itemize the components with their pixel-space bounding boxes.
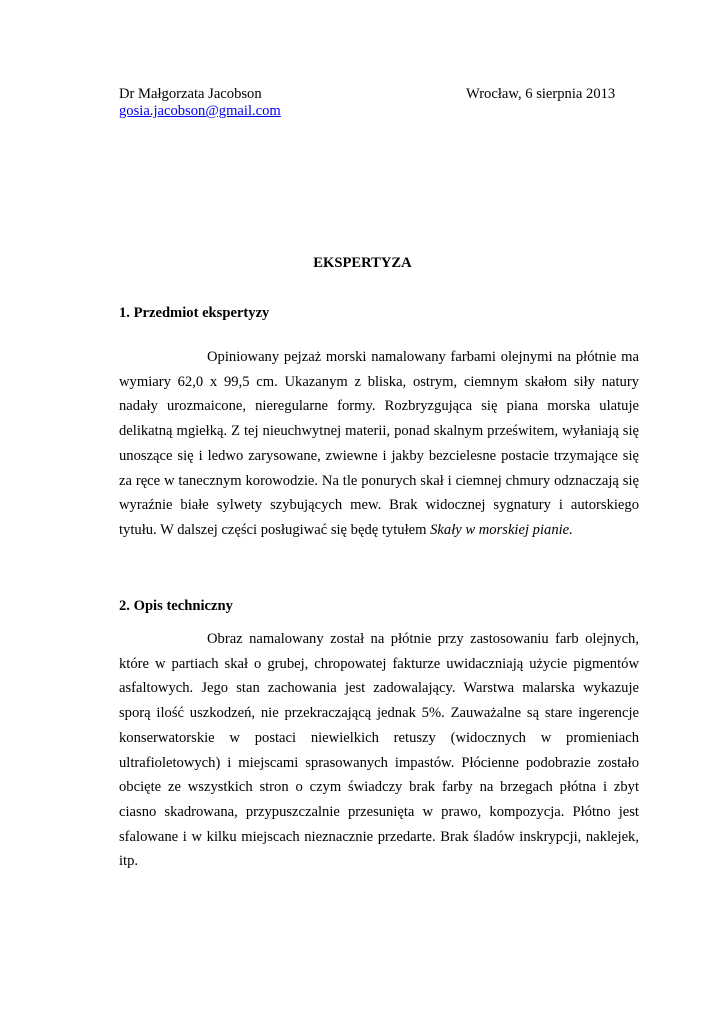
paragraph-line: Obraz namalowany został na płótnie przy zastosowaniu farb olejnych, [207, 631, 639, 647]
paragraph-line: sfalowane i w kilku miejscach nieznacznie przedarte. Brak śladów inskrypcji, naklejek, [119, 828, 639, 845]
document-title: EKSPERTYZA [313, 255, 412, 271]
paragraph-line: itp. [119, 853, 139, 870]
paragraph-line: ultrafioletowych) i miejscami sprasowanych impastów. Płócienne podobrazie zostało [119, 754, 639, 771]
author-block [119, 86, 281, 120]
paragraph-line: tytułu. W dalszej części posługiwać się będę tytułem Skały w morskiej pianie. [119, 521, 573, 538]
author-name: Dr Małgorzata Jacobson [119, 86, 262, 102]
paragraph-line: obcięte ze wszystkich stron o czym świadczy brak farby na brzegach płótna i zbyt [119, 779, 639, 796]
paragraph-line: konserwatorskie w postaci niewielkich retuszy (widocznych w promieniach [119, 729, 639, 746]
section2-paragraph [119, 627, 639, 874]
paragraph-line: wyraźnie białe sylwety szybujących mew. Brak widocznej sygnatury i autorskiego [119, 497, 639, 514]
paragraph-line: sporą ilość uszkodzeń, nie przekraczającą jednak 5%. Zauważalne są stare ingerencje [119, 705, 639, 722]
place-date: Wrocław, 6 sierpnia 2013 [466, 86, 616, 102]
paragraph-line: Opiniowany pejzaż morski namalowany farbami olejnymi na płótnie ma [207, 349, 639, 365]
email-link[interactable]: gosia.jacobson@gmail.com [119, 103, 281, 119]
section1-paragraph [119, 345, 639, 543]
paragraph-line: unoszące się i ledwo zarysowane, zwiewne i jakby bezcielesne postacie trzymające się [119, 447, 639, 464]
paragraph-line: wymiary 62,0 x 99,5 cm. Ukazanym z bliska, ostrym, ciemnym skałom siły natury [119, 373, 639, 390]
paragraph-line: asfaltowych. Jego stan zachowania jest zadowalający. Warstwa malarska wykazuje [119, 680, 639, 697]
paragraph-line: za ręce w tanecznym korowodzie. Na tle ponurych skał i ciemnej chmury odznaczają się [119, 472, 639, 489]
paragraph-line: które w partiach skał o grubej, chropowatej fakturze uwidaczniają użycie pigmentów [119, 655, 639, 672]
painting-title: Skały w morskiej pianie. [430, 521, 573, 538]
paragraph-line: delikatną mgiełką. Z tej nieuchwytnej materii, ponad skalnym prześwitem, wyłaniają się [119, 423, 639, 440]
section2-heading: 2. Opis techniczny [119, 598, 233, 614]
paragraph-line: ciasno skadrowana, przypuszczalnie przesunięta w prawo, kompozycja. Płótno jest [119, 803, 639, 820]
paragraph-line: nadały urozmaicone, nieregularne formy. Rozbryzgująca się piana morska ulatuje [119, 398, 639, 415]
section1-heading: 1. Przedmiot ekspertyzy [119, 305, 270, 321]
